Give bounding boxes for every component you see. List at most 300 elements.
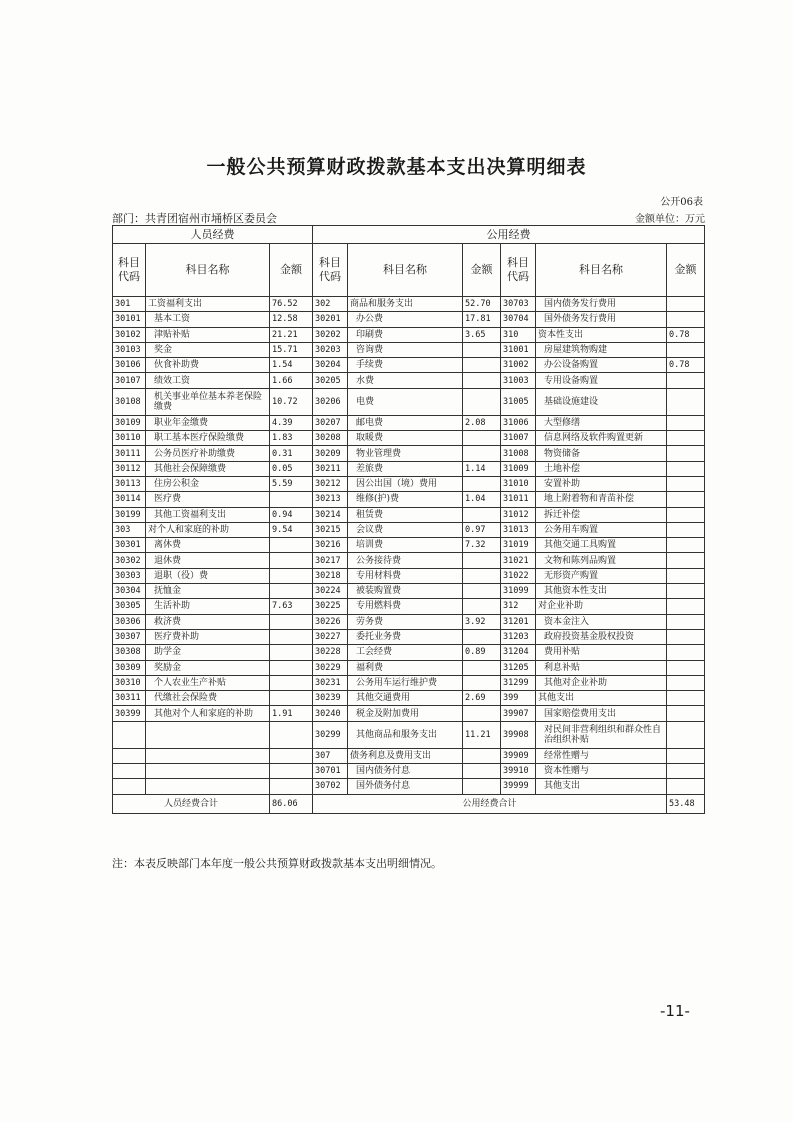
public-code-cell: 30204	[313, 358, 348, 373]
public-name-cell: 印刷费	[348, 327, 463, 342]
public-code-cell: 30218	[313, 568, 348, 583]
public-amount-cell	[667, 764, 705, 779]
public-code-cell: 30704	[501, 312, 536, 327]
personnel-name-cell: 医疗费补助	[146, 629, 270, 644]
public-amount-cell: 17.81	[463, 312, 501, 327]
public-amount-cell: 0.89	[463, 645, 501, 660]
public-amount-cell	[463, 764, 501, 779]
personnel-code-cell: 30311	[113, 691, 146, 706]
personnel-amount-cell	[270, 779, 313, 794]
table-row	[113, 764, 705, 779]
personnel-name-cell: 生活补助	[146, 599, 270, 614]
public-code-cell: 30229	[313, 660, 348, 675]
public-code-cell: 307	[313, 748, 348, 763]
personnel-amount-cell	[270, 748, 313, 763]
public-name-cell: 其他对企业补助	[536, 675, 667, 690]
public-name-cell: 其他交通工具购置	[536, 538, 667, 553]
public-code-cell: 31007	[501, 431, 536, 446]
public-code-cell: 30227	[313, 629, 348, 644]
public-name-cell: 国内债务付息	[348, 764, 463, 779]
public-name-cell: 其他资本性支出	[536, 584, 667, 599]
personnel-code-cell: 30110	[113, 431, 146, 446]
public-amount-cell	[667, 721, 705, 748]
personnel-code-cell: 30308	[113, 645, 146, 660]
public-code-cell: 30202	[313, 327, 348, 342]
table-row	[113, 431, 705, 446]
form-number: 公开06表	[660, 197, 703, 208]
public-code-cell: 31021	[501, 553, 536, 568]
personnel-amount-cell	[270, 721, 313, 748]
public-amount-cell: 7.32	[463, 538, 501, 553]
personnel-code-cell: 30305	[113, 599, 146, 614]
personnel-amount-cell	[270, 568, 313, 583]
public-amount-cell	[463, 388, 501, 415]
public-amount-cell	[667, 522, 705, 537]
public-amount-cell	[667, 553, 705, 568]
public-name-cell: 其他交通费用	[348, 691, 463, 706]
public-amount-cell	[667, 415, 705, 430]
public-amount-cell: 2.69	[463, 691, 501, 706]
personnel-amount-cell: 76.52	[270, 297, 313, 312]
public-code-cell: 31006	[501, 415, 536, 430]
personnel-name-cell: 住房公积金	[146, 476, 270, 491]
personnel-amount-cell: 10.72	[270, 388, 313, 415]
public-amount-cell	[667, 446, 705, 461]
public-code-cell: 30231	[313, 675, 348, 690]
table-row	[113, 691, 705, 706]
personnel-name-cell: 对个人和家庭的补助	[146, 522, 270, 537]
column-header-row	[113, 244, 705, 297]
public-amount-cell	[667, 538, 705, 553]
public-amount-cell	[667, 660, 705, 675]
public-name-cell: 资本金注入	[536, 614, 667, 629]
public-name-cell: 租赁费	[348, 507, 463, 522]
personnel-amount-cell: 15.71	[270, 342, 313, 357]
public-code-cell: 399	[501, 691, 536, 706]
personnel-name-cell: 奖励金	[146, 660, 270, 675]
table-row	[113, 342, 705, 357]
personnel-name-cell: 抚恤金	[146, 584, 270, 599]
public-amount-cell	[667, 476, 705, 491]
personnel-amount-cell	[270, 691, 313, 706]
public-name-cell: 取暖费	[348, 431, 463, 446]
public-amount-cell	[667, 614, 705, 629]
public-amount-cell	[463, 748, 501, 763]
personnel-amount-cell: 12.58	[270, 312, 313, 327]
public-amount-cell	[463, 660, 501, 675]
public-code-cell: 30208	[313, 431, 348, 446]
public-amount-cell	[463, 629, 501, 644]
public-code-cell: 31204	[501, 645, 536, 660]
public-amount-cell	[667, 373, 705, 388]
public-amount-cell	[667, 645, 705, 660]
public-total-amount: 53.48	[667, 794, 705, 813]
public-code-cell: 30240	[313, 706, 348, 721]
public-code-cell: 39999	[501, 779, 536, 794]
public-name-cell: 公务用车运行维护费	[348, 675, 463, 690]
public-total-label: 公用经费合计	[313, 794, 667, 813]
personnel-name-cell	[146, 721, 270, 748]
public-amount-cell	[667, 312, 705, 327]
public-code-cell: 30211	[313, 461, 348, 476]
table-row	[113, 584, 705, 599]
public-code-cell: 31002	[501, 358, 536, 373]
totals-row	[113, 794, 705, 813]
public-amount-cell	[463, 706, 501, 721]
public-name-cell: 工会经费	[348, 645, 463, 660]
public-name-cell: 利息补贴	[536, 660, 667, 675]
public-name-cell: 会议费	[348, 522, 463, 537]
public-code-cell: 30207	[313, 415, 348, 430]
personnel-total-amount: 86.06	[270, 794, 313, 813]
header-name: 科目名称	[146, 244, 270, 297]
public-code-cell: 30226	[313, 614, 348, 629]
personnel-code-cell	[113, 779, 146, 794]
public-code-cell: 30217	[313, 553, 348, 568]
public-code-cell: 30201	[313, 312, 348, 327]
public-code-cell: 31005	[501, 388, 536, 415]
personnel-total-label: 人员经费合计	[113, 794, 270, 813]
public-amount-cell	[667, 691, 705, 706]
personnel-amount-cell: 1.54	[270, 358, 313, 373]
personnel-code-cell: 30309	[113, 660, 146, 675]
personnel-amount-cell	[270, 614, 313, 629]
table-row	[113, 629, 705, 644]
table-row	[113, 327, 705, 342]
public-name-cell: 对企业补助	[536, 599, 667, 614]
table-row	[113, 553, 705, 568]
public-name-cell: 咨询费	[348, 342, 463, 357]
personnel-name-cell: 退职（役）费	[146, 568, 270, 583]
public-amount-cell	[667, 748, 705, 763]
personnel-name-cell: 职工基本医疗保险缴费	[146, 431, 270, 446]
public-code-cell: 312	[501, 599, 536, 614]
public-code-cell: 30224	[313, 584, 348, 599]
public-amount-cell	[463, 599, 501, 614]
header-code: 科目代码	[113, 244, 146, 297]
public-name-cell: 物资储备	[536, 446, 667, 461]
personnel-name-cell: 代缴社会保险费	[146, 691, 270, 706]
public-name-cell: 差旅费	[348, 461, 463, 476]
personnel-code-cell: 30113	[113, 476, 146, 491]
public-amount-cell: 1.04	[463, 492, 501, 507]
header-code: 科目代码	[313, 244, 348, 297]
public-amount-cell	[463, 507, 501, 522]
personnel-amount-cell: 5.59	[270, 476, 313, 491]
personnel-amount-cell	[270, 764, 313, 779]
public-name-cell: 税金及附加费用	[348, 706, 463, 721]
public-name-cell: 公务接待费	[348, 553, 463, 568]
table-row	[113, 645, 705, 660]
personnel-code-cell: 30302	[113, 553, 146, 568]
personnel-code-cell: 30307	[113, 629, 146, 644]
table-row	[113, 538, 705, 553]
public-name-cell: 费用补贴	[536, 645, 667, 660]
public-code-cell: 31012	[501, 507, 536, 522]
public-amount-cell	[463, 675, 501, 690]
public-name-cell: 国外债务发行费用	[536, 312, 667, 327]
personnel-amount-cell: 9.54	[270, 522, 313, 537]
public-code-cell: 30209	[313, 446, 348, 461]
public-name-cell: 安置补助	[536, 476, 667, 491]
public-name-cell: 专用设备购置	[536, 373, 667, 388]
public-name-cell: 维修(护)费	[348, 492, 463, 507]
personnel-code-cell: 30306	[113, 614, 146, 629]
public-amount-cell	[667, 675, 705, 690]
public-amount-cell	[463, 342, 501, 357]
personnel-amount-cell: 0.94	[270, 507, 313, 522]
public-code-cell: 31010	[501, 476, 536, 491]
public-amount-cell	[667, 342, 705, 357]
public-name-cell: 因公出国（境）费用	[348, 476, 463, 491]
public-name-cell: 拆迁补偿	[536, 507, 667, 522]
personnel-amount-cell: 7.63	[270, 599, 313, 614]
public-name-cell: 专用燃料费	[348, 599, 463, 614]
public-amount-cell	[463, 373, 501, 388]
table-row	[113, 358, 705, 373]
personnel-name-cell: 医疗费	[146, 492, 270, 507]
public-name-cell: 土地补偿	[536, 461, 667, 476]
public-name-cell: 商品和服务支出	[348, 297, 463, 312]
table-row	[113, 312, 705, 327]
public-amount-cell	[667, 779, 705, 794]
table-row	[113, 415, 705, 430]
personnel-code-cell: 30106	[113, 358, 146, 373]
public-code-cell: 30299	[313, 721, 348, 748]
public-name-cell: 地上附着物和青苗补偿	[536, 492, 667, 507]
header-amount: 金额	[667, 244, 705, 297]
public-code-cell: 30228	[313, 645, 348, 660]
table-row	[113, 507, 705, 522]
public-code-cell: 30203	[313, 342, 348, 357]
personnel-amount-cell	[270, 553, 313, 568]
public-amount-cell	[667, 492, 705, 507]
personnel-amount-cell: 21.21	[270, 327, 313, 342]
personnel-code-cell: 30101	[113, 312, 146, 327]
personnel-code-cell: 30112	[113, 461, 146, 476]
public-name-cell: 债务利息及费用支出	[348, 748, 463, 763]
public-code-cell: 31203	[501, 629, 536, 644]
public-name-cell: 手续费	[348, 358, 463, 373]
public-name-cell: 国外债务付息	[348, 779, 463, 794]
personnel-name-cell: 助学金	[146, 645, 270, 660]
personnel-amount-cell	[270, 645, 313, 660]
personnel-name-cell: 工资福利支出	[146, 297, 270, 312]
personnel-name-cell	[146, 779, 270, 794]
public-code-cell: 31011	[501, 492, 536, 507]
personnel-name-cell: 基本工资	[146, 312, 270, 327]
public-name-cell: 无形资产购置	[536, 568, 667, 583]
personnel-code-cell: 30301	[113, 538, 146, 553]
public-amount-cell	[463, 476, 501, 491]
public-name-cell: 培训费	[348, 538, 463, 553]
public-code-cell: 39909	[501, 748, 536, 763]
public-amount-cell	[667, 388, 705, 415]
personnel-code-cell: 30102	[113, 327, 146, 342]
public-name-cell: 劳务费	[348, 614, 463, 629]
public-code-cell: 31001	[501, 342, 536, 357]
personnel-amount-cell	[270, 660, 313, 675]
public-name-cell: 政府投资基金股权投资	[536, 629, 667, 644]
personnel-code-cell: 30103	[113, 342, 146, 357]
public-name-cell: 被装购置费	[348, 584, 463, 599]
public-code-cell: 31299	[501, 675, 536, 690]
public-code-cell: 30216	[313, 538, 348, 553]
table-row	[113, 706, 705, 721]
public-amount-cell	[667, 584, 705, 599]
personnel-name-cell: 其他工资福利支出	[146, 507, 270, 522]
personnel-amount-cell: 1.91	[270, 706, 313, 721]
public-name-cell: 基础设施建设	[536, 388, 667, 415]
personnel-name-cell: 绩效工资	[146, 373, 270, 388]
public-amount-cell: 0.97	[463, 522, 501, 537]
public-name-cell: 资本性赠与	[536, 764, 667, 779]
personnel-code-cell: 30108	[113, 388, 146, 415]
public-amount-cell: 52.70	[463, 297, 501, 312]
public-code-cell: 30703	[501, 297, 536, 312]
public-amount-cell	[667, 431, 705, 446]
personnel-name-cell: 其他社会保障缴费	[146, 461, 270, 476]
public-code-cell: 30212	[313, 476, 348, 491]
personnel-section-title: 人员经费	[113, 226, 313, 244]
header-amount: 金额	[270, 244, 313, 297]
public-code-cell: 310	[501, 327, 536, 342]
personnel-amount-cell	[270, 492, 313, 507]
public-code-cell: 31008	[501, 446, 536, 461]
personnel-name-cell: 津贴补贴	[146, 327, 270, 342]
table-row	[113, 675, 705, 690]
public-name-cell: 资本性支出	[536, 327, 667, 342]
public-amount-cell	[667, 568, 705, 583]
personnel-code-cell	[113, 748, 146, 763]
expenditure-table	[112, 225, 705, 814]
public-name-cell: 房屋建筑物购建	[536, 342, 667, 357]
public-amount-cell	[667, 706, 705, 721]
personnel-amount-cell	[270, 675, 313, 690]
table-row	[113, 748, 705, 763]
personnel-name-cell: 伙食补助费	[146, 358, 270, 373]
personnel-code-cell	[113, 721, 146, 748]
public-code-cell: 31009	[501, 461, 536, 476]
public-name-cell: 物业管理费	[348, 446, 463, 461]
personnel-amount-cell	[270, 584, 313, 599]
table-row	[113, 388, 705, 415]
public-name-cell: 国家赔偿费用支出	[536, 706, 667, 721]
page-title: 一般公共预算财政拨款基本支出决算明细表	[206, 156, 587, 178]
personnel-code-cell: 30109	[113, 415, 146, 430]
public-name-cell: 水费	[348, 373, 463, 388]
personnel-name-cell: 救济费	[146, 614, 270, 629]
header-name: 科目名称	[348, 244, 463, 297]
public-amount-cell	[667, 507, 705, 522]
public-code-cell: 31003	[501, 373, 536, 388]
public-amount-cell	[463, 779, 501, 794]
table-row	[113, 599, 705, 614]
public-name-cell: 经常性赠与	[536, 748, 667, 763]
personnel-code-cell: 30303	[113, 568, 146, 583]
table-row	[113, 476, 705, 491]
public-amount-cell: 11.21	[463, 721, 501, 748]
personnel-amount-cell: 1.83	[270, 431, 313, 446]
public-code-cell: 30701	[313, 764, 348, 779]
public-name-cell: 其他支出	[536, 691, 667, 706]
public-name-cell: 信息网络及软件购置更新	[536, 431, 667, 446]
public-name-cell: 对民间非营利组织和群众性自治组织补贴	[536, 721, 667, 748]
personnel-name-cell: 机关事业单位基本养老保险缴费	[146, 388, 270, 415]
public-amount-cell	[667, 599, 705, 614]
public-amount-cell: 3.92	[463, 614, 501, 629]
public-code-cell: 302	[313, 297, 348, 312]
personnel-amount-cell	[270, 629, 313, 644]
unit-label: 金额单位：万元	[635, 214, 705, 225]
public-amount-cell	[463, 568, 501, 583]
public-amount-cell: 0.78	[667, 358, 705, 373]
table-row	[113, 721, 705, 748]
public-code-cell: 30215	[313, 522, 348, 537]
public-code-cell: 30225	[313, 599, 348, 614]
public-code-cell: 31019	[501, 538, 536, 553]
table-row	[113, 614, 705, 629]
public-code-cell: 30702	[313, 779, 348, 794]
personnel-code-cell: 303	[113, 522, 146, 537]
public-code-cell: 31022	[501, 568, 536, 583]
public-code-cell: 39910	[501, 764, 536, 779]
public-code-cell: 39907	[501, 706, 536, 721]
public-code-cell: 31201	[501, 614, 536, 629]
personnel-name-cell	[146, 764, 270, 779]
table-row	[113, 446, 705, 461]
public-name-cell: 委托业务费	[348, 629, 463, 644]
table-row	[113, 568, 705, 583]
table-row	[113, 660, 705, 675]
public-amount-cell	[667, 629, 705, 644]
public-code-cell: 31205	[501, 660, 536, 675]
public-amount-cell	[463, 553, 501, 568]
public-amount-cell: 2.08	[463, 415, 501, 430]
public-name-cell: 文物和陈列品购置	[536, 553, 667, 568]
personnel-amount-cell: 4.39	[270, 415, 313, 430]
personnel-name-cell: 奖金	[146, 342, 270, 357]
public-code-cell: 31013	[501, 522, 536, 537]
personnel-amount-cell: 0.05	[270, 461, 313, 476]
table-row	[113, 492, 705, 507]
public-code-cell: 39908	[501, 721, 536, 748]
personnel-code-cell: 30310	[113, 675, 146, 690]
public-amount-cell	[667, 297, 705, 312]
personnel-code-cell: 30107	[113, 373, 146, 388]
public-amount-cell	[463, 446, 501, 461]
public-code-cell: 30214	[313, 507, 348, 522]
public-code-cell: 30206	[313, 388, 348, 415]
section-header-row	[113, 226, 705, 244]
table-row	[113, 297, 705, 312]
personnel-name-cell: 退休费	[146, 553, 270, 568]
public-name-cell: 办公设备购置	[536, 358, 667, 373]
personnel-code-cell: 30399	[113, 706, 146, 721]
personnel-code-cell: 30199	[113, 507, 146, 522]
public-name-cell: 电费	[348, 388, 463, 415]
public-name-cell: 国内债务发行费用	[536, 297, 667, 312]
personnel-name-cell: 公务员医疗补助缴费	[146, 446, 270, 461]
personnel-name-cell	[146, 748, 270, 763]
public-section-title: 公用经费	[313, 226, 705, 244]
public-amount-cell	[463, 358, 501, 373]
public-code-cell: 30239	[313, 691, 348, 706]
personnel-name-cell: 职业年金缴费	[146, 415, 270, 430]
public-name-cell: 其他商品和服务支出	[348, 721, 463, 748]
header-amount: 金额	[463, 244, 501, 297]
department-label: 部门：共青团宿州市埇桥区委员会	[112, 212, 277, 225]
